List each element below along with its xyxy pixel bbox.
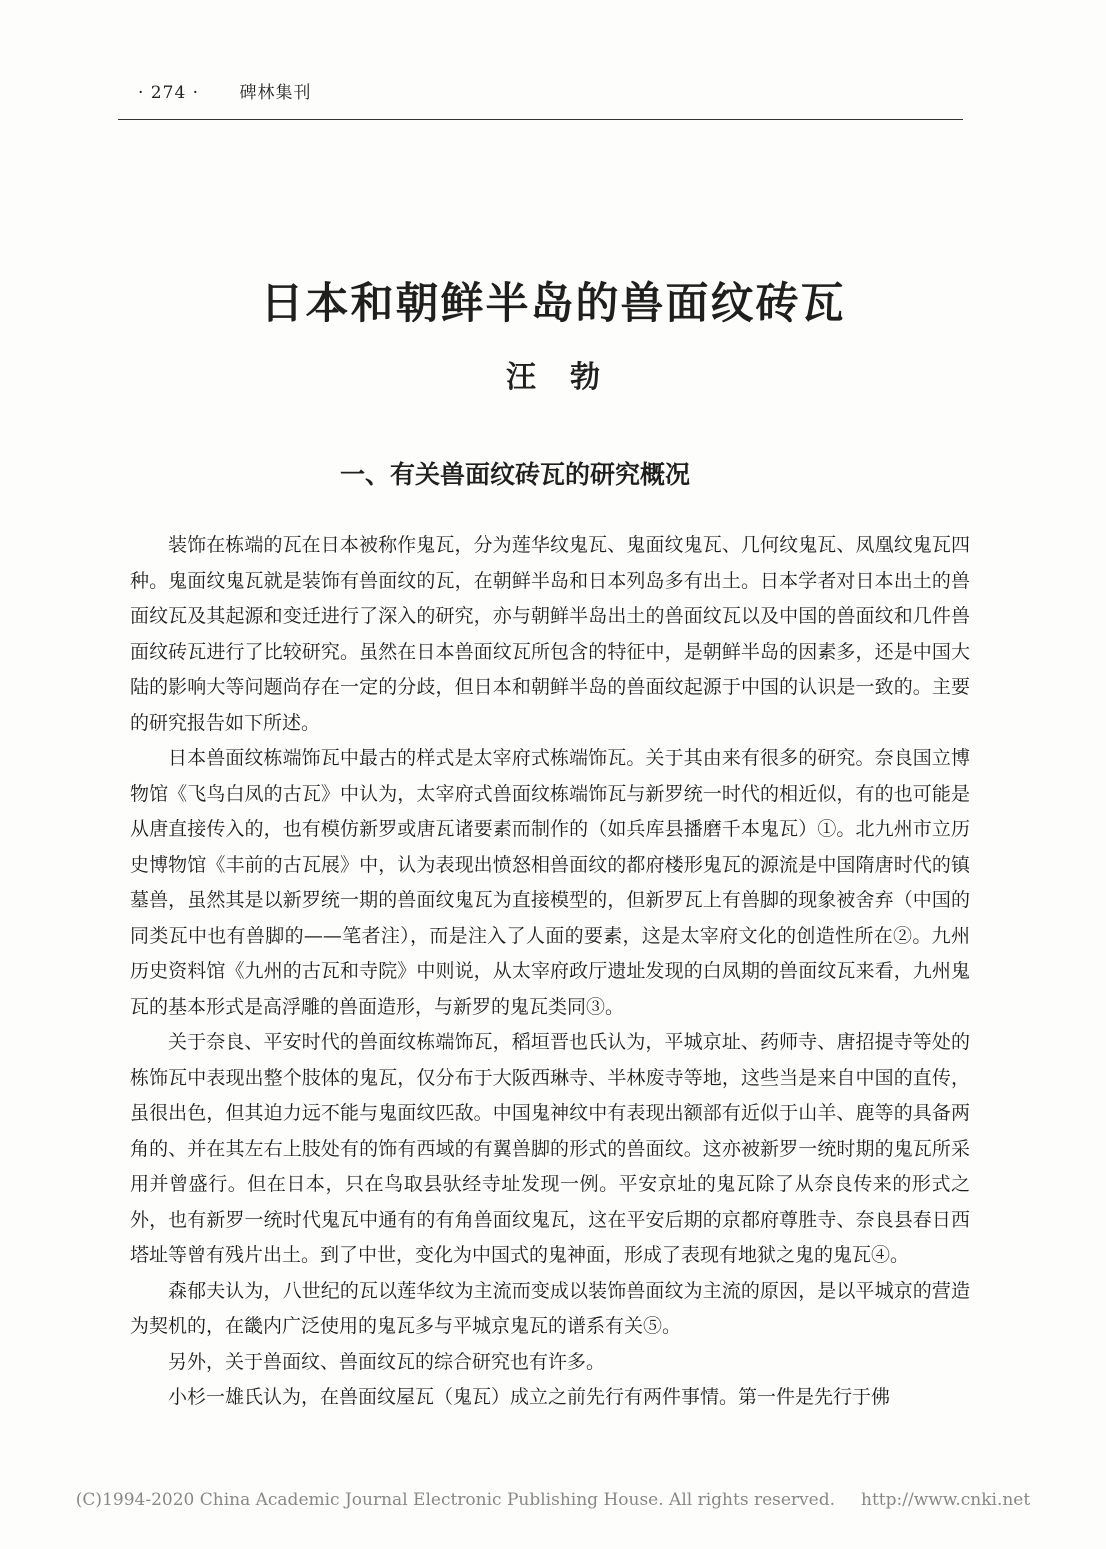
article-author: 汪勃 — [506, 360, 634, 395]
running-head — [138, 78, 311, 103]
copyright-text: (C)1994-2020 China Academic Journal Electronic Publishing House. All rights reserved. — [75, 1490, 836, 1510]
paragraph: 装饰在栋端的瓦在日本被称作鬼瓦，分为莲华纹鬼瓦、鬼面纹鬼瓦、几何纹鬼瓦、凤凰纹鬼瓦四种。鬼面纹鬼瓦就是装饰有兽面纹的瓦，在朝鲜半岛和日本列岛多有出土。日本学者对日本出土的兽面纹瓦及其起源和变迁进行了深入的研究，亦与朝鲜半岛出土的兽面纹瓦以及中国的兽面纹和几件兽面纹砖瓦进行了比较研究。虽然在日本兽面纹瓦所包含的特征中，是朝鲜半岛的因素多，还是中国大陆的影响大等问题尚存在一定的分歧，但日本和朝鲜半岛的兽面纹起源于中国的认识是一致的。主要的研究报告如下所述。 — [130, 534, 970, 734]
paragraph: 森郁夫认为，八世纪的瓦以莲华纹为主流而变成以装饰兽面纹为主流的原因，是以平城京的营造为契机的，在畿内广泛使用的鬼瓦多与平城京鬼瓦的谱系有关⑤。 — [130, 1279, 970, 1337]
page-number: · 274 · — [138, 83, 200, 103]
article-title: 日本和朝鲜半岛的兽面纹砖瓦 — [260, 279, 846, 329]
paragraph: 小杉一雄氏认为，在兽面纹屋瓦（鬼瓦）成立之前先行有两件事情。第一件是先行于佛 — [168, 1386, 891, 1408]
cnki-url[interactable]: http://www.cnki.net — [861, 1490, 1031, 1510]
section-heading: 一、有关兽面纹砖瓦的研究概况 — [340, 460, 691, 489]
paragraph: 另外，关于兽面纹、兽面纹瓦的综合研究也有许多。 — [168, 1350, 606, 1373]
copyright-footer — [0, 1490, 1106, 1510]
journal-name: 碑林集刊 — [239, 83, 312, 103]
paragraph: 日本兽面纹栋端饰瓦中最古的样式是太宰府式栋端饰瓦。关于其由来有很多的研究。奈良国立博物馆《飞鸟白凤的古瓦》中认为，太宰府式兽面纹栋端饰瓦与新罗统一时代的相近似，有的也可能是从唐直接传入的，也有模仿新罗或唐瓦诸要素而制作的（如兵库县播磨千本鬼瓦）①。北九州市立历史博物馆《丰前的古瓦展》中，认为表现出愤怒相兽面纹的都府楼形鬼瓦的源流是中国隋唐时代的镇墓兽，虽然其是以新罗统一期的兽面纹鬼瓦为直接模型的，但新罗瓦上有兽脚的现象被舍弃（中国的同类瓦中也有兽脚的——笔者注），而是注入了人面的要素，这是太宰府文化的创造性所在②。九州历史资料馆《九州的古瓦和寺院》中则说，从太宰府政厅遗址发现的白凤期的兽面纹瓦来看，九州鬼瓦的基本形式是高浮雕的兽面造形，与新罗的鬼瓦类同③。 — [130, 747, 970, 1018]
paragraph: 关于奈良、平安时代的兽面纹栋端饰瓦，稻垣晋也氏认为，平城京址、药师寺、唐招提寺等处的栋饰瓦中表现出整个肢体的鬼瓦，仅分布于大阪西琳寺、半林废寺等地，这些当是来自中国的直传，虽很出色，但其迫力远不能与鬼面纹匹敌。中国鬼神纹中有表现出额部有近似于山羊、鹿等的具备两角的、并在其左右上肢处有的饰有西域的有翼兽脚的形式的兽面纹。这亦被新罗一统时期的鬼瓦所采用并曾盛行。但在日本，只在鸟取县驮经寺址发现一例。平安京址的鬼瓦除了从奈良传来的形式之外，也有新罗一统时代鬼瓦中通有的有角兽面纹鬼瓦，这在平安后期的京都府尊胜寺、奈良县春日西塔址等曾有残片出土。到了中世，变化为中国式的鬼神面，形成了表现有地狱之鬼的鬼瓦④。 — [130, 1031, 970, 1266]
header-rule — [118, 119, 963, 120]
body-text — [130, 528, 970, 1416]
